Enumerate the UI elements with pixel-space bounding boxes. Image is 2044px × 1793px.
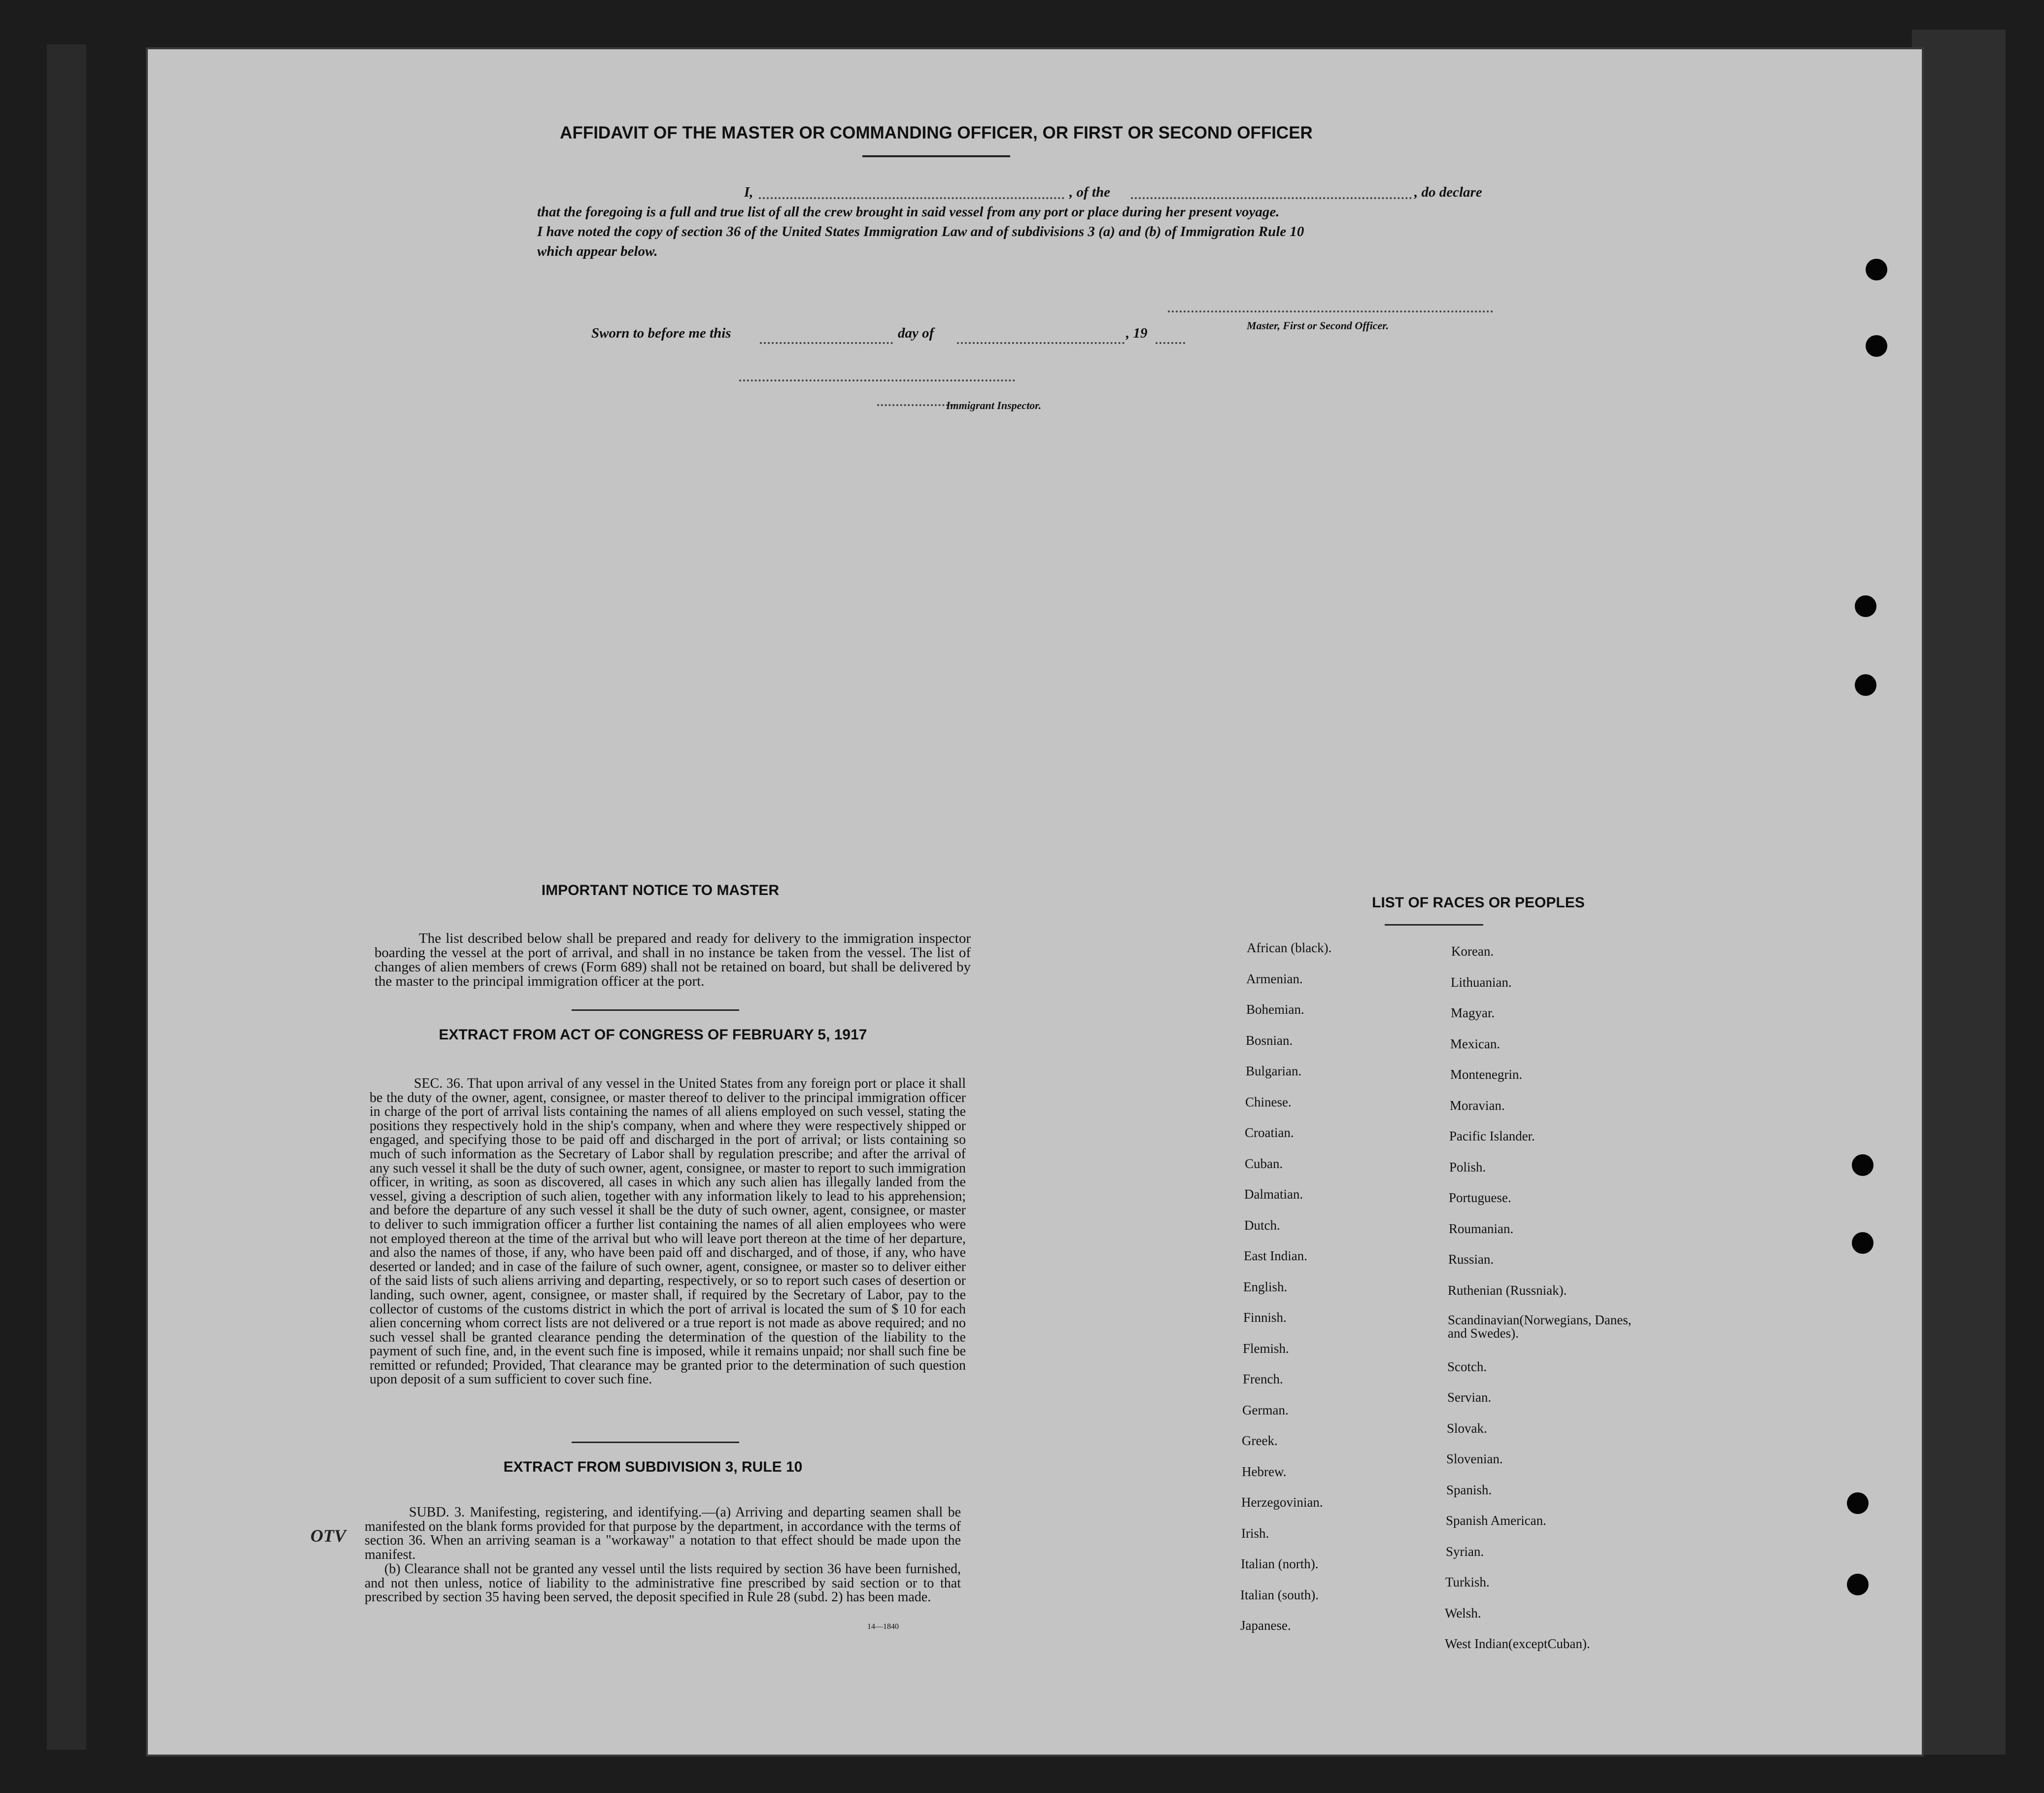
- race-entry: Ruthenian (Russniak).: [1448, 1282, 1567, 1298]
- race-entry: Bohemian.: [1246, 1002, 1304, 1017]
- affidavit-i: I,: [744, 184, 753, 200]
- race-entry: African (black).: [1247, 940, 1332, 955]
- race-entry: Turkish.: [1445, 1575, 1490, 1589]
- binder-hole: [1855, 595, 1876, 617]
- race-entry: Irish.: [1241, 1525, 1269, 1541]
- race-entry: Moravian.: [1450, 1098, 1505, 1113]
- race-entry: Syrian.: [1446, 1544, 1484, 1559]
- act-rule: [572, 1442, 739, 1443]
- race-entry: Slovak.: [1447, 1420, 1487, 1436]
- scan-edge-right: [1912, 30, 2006, 1755]
- affidavit-statement: [537, 182, 1572, 261]
- race-entry: Finnish.: [1243, 1310, 1287, 1325]
- notice-rule: [572, 1009, 739, 1011]
- master-label: Master, First or Second Officer.: [1247, 319, 1389, 332]
- notice-body: The list described below shall be prepared and ready for delivery to the immigration inspector boarding the vessel at the port of arrival, and shall in no instance be taken from the vessel. The list of changes of alien members of crews (Form 689) shall not be retained on board, but shall be delivered by the master to the principal immigration officer at the port.: [375, 931, 971, 989]
- race-entry: Slovenian.: [1446, 1451, 1503, 1466]
- vessel-line: [1131, 197, 1412, 199]
- inspector-label: Immigrant Inspector.: [946, 399, 1042, 412]
- act-title: EXTRACT FROM ACT OF CONGRESS OF FEBRUARY 5, 1917: [439, 1027, 867, 1043]
- race-entry: Polish.: [1449, 1159, 1486, 1174]
- rule-body-a: SUBD. 3. Manifesting, registering, and identifying.—(a) Arriving and departing seamen shall be manifested on the blank forms provided for that purpose by the department, in accordance with the terms of section 36. When an arriving seaman is a "workaway" a notation to that effect should be made upon the manifest.: [365, 1505, 961, 1562]
- binder-hole: [1866, 259, 1887, 280]
- race-entry: Dutch.: [1244, 1217, 1280, 1233]
- race-entry: Dalmatian.: [1244, 1187, 1303, 1202]
- race-entry: Bulgarian.: [1246, 1064, 1302, 1078]
- race-entry: Herzegovinian.: [1241, 1495, 1323, 1510]
- affidavit-line4: which appear below.: [537, 243, 658, 259]
- form-number: 14—1840: [867, 1622, 899, 1631]
- affidavit-declare: , do declare: [1414, 184, 1482, 200]
- affidavit-of-the: , of the: [1069, 184, 1110, 200]
- sworn-statement: [591, 325, 1380, 350]
- race-entry: German.: [1242, 1402, 1289, 1417]
- binder-hole: [1866, 335, 1887, 357]
- race-entry: Spanish.: [1446, 1482, 1492, 1497]
- master-signature-line: [1168, 310, 1493, 312]
- race-entry: East Indian.: [1244, 1248, 1307, 1263]
- sworn-month-line: [957, 342, 1124, 344]
- scan-edge-left: [47, 44, 86, 1750]
- race-entry: French.: [1243, 1372, 1283, 1386]
- race-entry: Portuguese.: [1449, 1190, 1511, 1205]
- affidavit-line2: that the foregoing is a full and true list of all the crew brought in said vessel from any port or place during her present voyage.: [537, 204, 1280, 220]
- race-entry: Scotch.: [1447, 1359, 1487, 1374]
- race-entry: Pacific Islander.: [1449, 1129, 1535, 1143]
- notice-title: IMPORTANT NOTICE TO MASTER: [541, 882, 780, 898]
- race-entry: Japanese.: [1240, 1618, 1291, 1633]
- sworn-day-of: day of: [898, 325, 934, 341]
- binder-hole: [1852, 1232, 1874, 1254]
- affidavit-title-rule: [862, 155, 1010, 157]
- affidavit-line3: I have noted the copy of section 36 of the United States Immigration Law and of subdivisions 3 (a) and (b) of Immigration Rule 10: [537, 224, 1304, 240]
- affidavit-title: AFFIDAVIT OF THE MASTER OR COMMANDING OFFICER, OR FIRST OR SECOND OFFICER: [560, 123, 1313, 142]
- sworn-year: , 19: [1126, 325, 1148, 341]
- race-entry: Montenegrin.: [1450, 1067, 1523, 1082]
- race-entry: Italian (north).: [1241, 1556, 1319, 1571]
- race-entry: Russian.: [1448, 1252, 1494, 1267]
- race-entry: English.: [1243, 1279, 1288, 1294]
- race-entry: Bosnian.: [1246, 1033, 1293, 1048]
- race-entry: Korean.: [1451, 944, 1494, 959]
- inspector-signature-line-2: [877, 404, 956, 406]
- race-entry: Roumanian.: [1449, 1221, 1514, 1236]
- race-entry: Lithuanian.: [1451, 974, 1512, 990]
- race-entry: Mexican.: [1450, 1036, 1500, 1051]
- binder-hole: [1847, 1492, 1869, 1514]
- sworn-prefix: Sworn to before me this: [591, 325, 731, 341]
- rule-title: EXTRACT FROM SUBDIVISION 3, RULE 10: [503, 1459, 803, 1475]
- race-entry: Croatian.: [1245, 1125, 1294, 1140]
- race-entry: Servian.: [1447, 1390, 1492, 1405]
- sworn-day-line: [760, 342, 893, 344]
- binder-hole: [1852, 1154, 1874, 1176]
- document-page: [148, 49, 1922, 1755]
- race-entry: West Indian(exceptCuban).: [1445, 1636, 1590, 1651]
- race-entry: Cuban.: [1245, 1156, 1283, 1171]
- race-entry: Scandinavian(Norwegians, Danes, and Swedes).: [1448, 1312, 1632, 1341]
- name-line: [759, 197, 1064, 199]
- race-entry: Magyar.: [1451, 1005, 1495, 1020]
- inspector-signature-line: [739, 379, 1015, 381]
- race-entry: Spanish American.: [1446, 1513, 1546, 1528]
- race-entry: Italian (south).: [1240, 1587, 1319, 1602]
- rule-body-b: (b) Clearance shall not be granted any vessel until the lists required by section 36 have been furnished, and not then unless, notice of liability to the administrative fine prescribed by said section or to that prescribed by section 35 having been served, the deposit specified in Rule 28 (subd. 2) has been made.: [365, 1561, 961, 1605]
- race-entry: Armenian.: [1246, 971, 1303, 986]
- races-title-rule: [1385, 924, 1483, 926]
- race-entry: Chinese.: [1245, 1094, 1292, 1109]
- race-entry: Hebrew.: [1242, 1464, 1287, 1479]
- race-entry: Flemish.: [1243, 1341, 1289, 1356]
- act-body: SEC. 36. That upon arrival of any vessel in the United States from any foreign port or place it shall be the duty of the owner, agent, consignee, or master thereof to deliver to the principal immigration officer in charge of the port of arrival lists containing the names of all aliens employed on such vessel, stating the positions they respectively hold in the ship's company, when and where they were respectively shipped or engaged, and specifying those to be paid off and discharged in the port of arrival; or lists containing so much of such information as the Secretary of Labor shall by regulation prescribe; and after the arrival of any such vessel it shall be the duty of such owner, agent, consignee, or master to report to such immigration officer, in writing, as soon as discovered, all cases in which any such alien has illegally landed from the vessel, giving a description of such alien, together with any information likely to lead to his apprehension; and before the departure of any such vessel it shall be the duty of such owner, agent, consignee, or master to deliver to such immigration officer a further list containing the names of all alien employees who were not employed thereon at the time of the arrival but who will leave port thereon at the time of her departure, and also the names of those, if any, who have been paid off and discharged, and of those, if any, who have deserted or landed; and in case of the failure of such owner, agent, consignee, or master so to deliver either of the said lists of such aliens arriving and departing, respectively, or so to report such cases of desertion or landing, such owner, agent, consignee, or master shall, if required by the Secretary of Labor, pay to the collector of customs of the customs district in which the port of arrival is located the sum of $ 10 for each alien concerning whom correct lists are not delivered or a true report is not made as above required; and no such vessel shall be granted clearance pending the determination of the question of the liability to the payment of such fine, and, in the event such fine is imposed, while it remains unpaid; nor shall such fine be remitted or refunded; Provided, That clearance may be granted prior to the determination of such question upon deposit of a sum sufficient to cover such fine.: [370, 1076, 966, 1387]
- race-entry: Welsh.: [1445, 1605, 1481, 1621]
- race-entry: Greek.: [1242, 1433, 1278, 1448]
- races-title: LIST OF RACES OR PEOPLES: [1372, 895, 1585, 911]
- binder-hole: [1847, 1574, 1869, 1595]
- margin-note: OTV: [310, 1526, 346, 1546]
- binder-hole: [1855, 674, 1876, 696]
- sworn-year-line: [1156, 342, 1185, 344]
